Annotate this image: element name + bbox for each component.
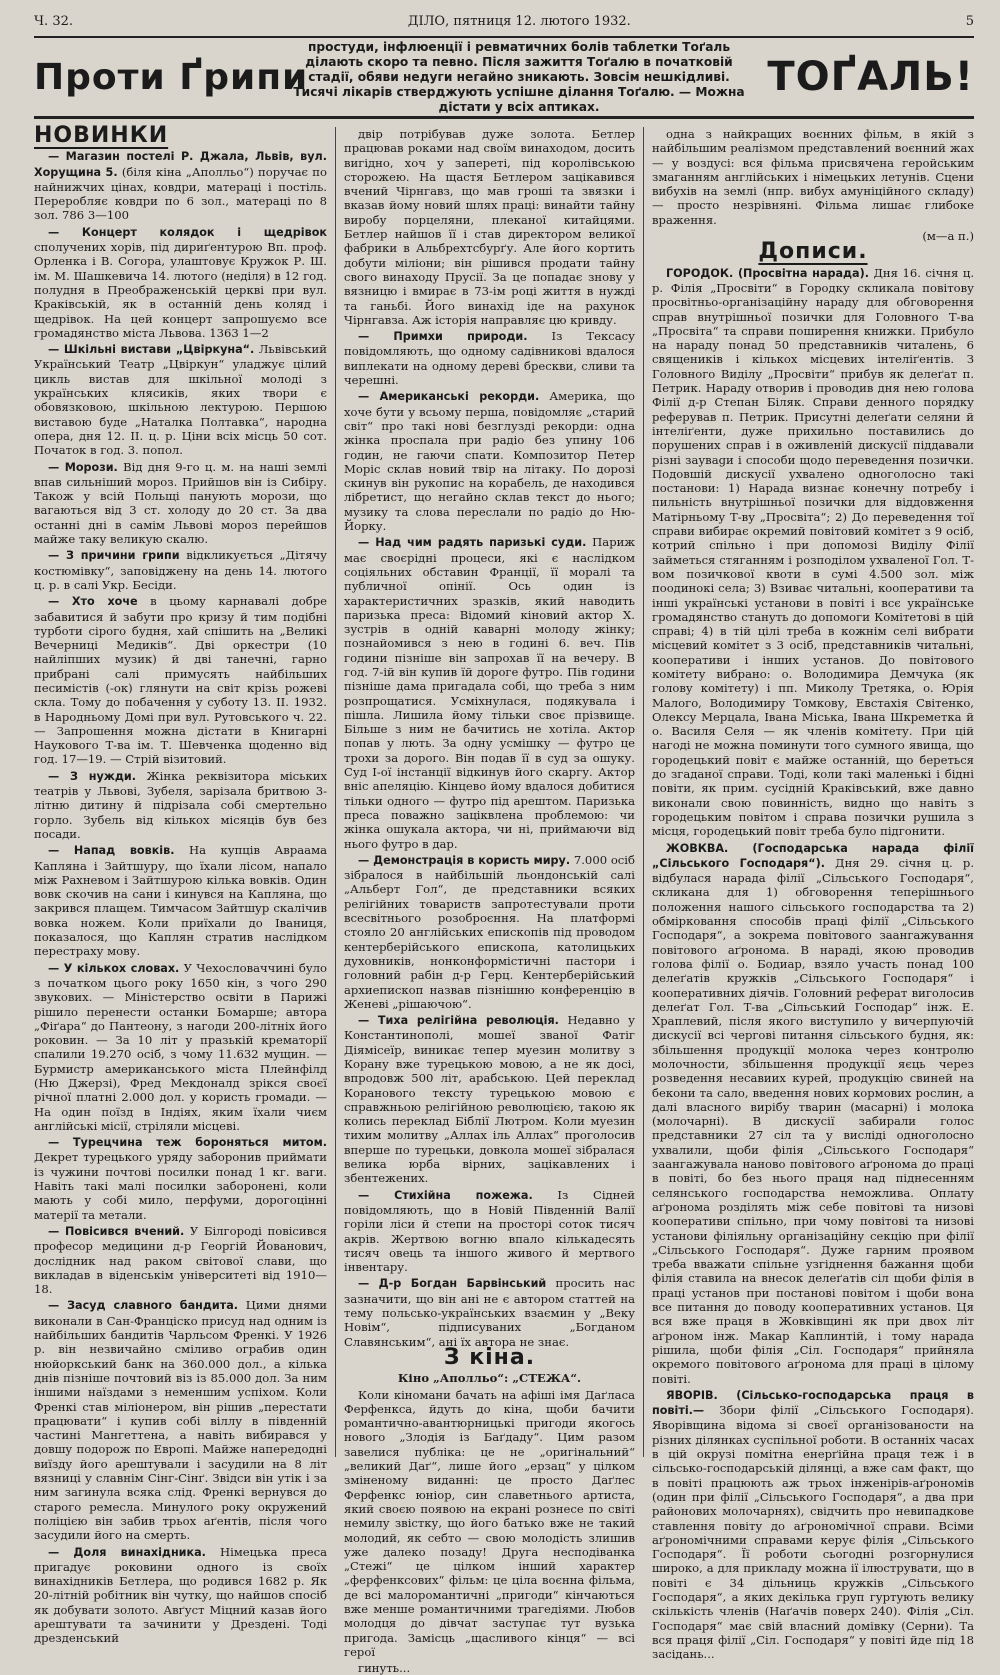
news-item	[344, 329, 635, 387]
news-item	[34, 843, 327, 958]
news-item-title: — Концерт колядок і щедрівок	[48, 225, 327, 239]
review-signature: (м—а п.)	[922, 229, 974, 244]
report-item-text: Дня 29. січня ц. р. відбулася нарада філії „Сільського Господаря“, скликана для 1) обговорення теперішнього положення нашого сільського господарства та 2) обмірковання способів праці філії „Сільського Господаря“, а зокрема повітового заангажування повітового аґронома. В нараді, якою проводив голова філії о. Бодиар, взяло участь понад 100 делеґатів кружків „Сільського Господаря“ і кооперативних діячів. Головний реферат виголосив делеґат Гол. Т-ва „Сільський Господар“ інж. Е. Храплевий, після якого виступило у вичерпуючій дискусії всі чергові питання сільського будня, як: збільшення продукції молока через контролю молочности, збільшення продукції яєць через розведення несавиих курей, продукцію свиней на бекони та сало, введення нових кормових рослин, а далі власного вирібу тварин (масарні) і молока (молочарні). В дискусії забирали голос представники 27 сіл та у висліді одноголосно ухвалили, щоби філія „Сільського Господаря“ заангажувала наново повітового аґронома до праці в повіті, бо без нього праця над піднесенням селянського господарства неможлива. Оплату аґронома розділять між себе повітові та низові кооперативи спільно, при чому повітові та низові установи філіяльну організаційну секцію при філії „Сільського Господаря“. Дуже гарним проявом треба вважати спільне узгіднення бажання щоби філія ставила на внесок делеґатів сіл щоби філія в праці установ при постанові повітом і щоби вона все питання до поводу кооперативних установ. Ця вся вже праця в Жовківщині як при двох літ аґроном інж. Макар Каплинтій, і тому нарада рішила, щоби філія „Сіл. Господаря“ прийняла окремого повітового аґронома для праці в цілому повіті.	[652, 855, 974, 1386]
news-item-title: — З нужди.	[48, 769, 137, 783]
news-item-text: Недавно у Константинополі, мошеї званої Фатіг Діямісеїр, виникає тепер муезин молитву з Корану вже турецькою мовою, а не як досі, впродовж 500 літ, арабською. Цей переклад Коранового тексту турецькою мовою є справжньою релігійною революцією, такою як колись переклад Біблії Лютром. Коли муезин тихим молитву „Аллах іль Аллах“ проголосив впершe по турецьки, довкола мошеї зібралася велика юрба вірних, зацікавлених і збентежених.	[344, 1013, 636, 1186]
masthead-date: ДІЛО, пятниця 12. лютого 1932.	[407, 13, 631, 29]
section-heading-reports: Дописи.	[758, 239, 868, 265]
news-item-title: — Засуд славного бандита.	[48, 1299, 239, 1313]
news-item-title: — Шкільні вистави „Цвіркуна“.	[48, 343, 255, 357]
report-item	[652, 841, 974, 1386]
news-item-title: — Тиха релігійна революція.	[358, 1014, 559, 1028]
ad-brand: ТОҐАЛЬ!	[767, 54, 974, 100]
section-heading-cinema: З кіна.	[443, 1344, 536, 1370]
news-item	[34, 961, 327, 1134]
news-item-text: Декрет турецького уряду заборонив приймати із чужини почтові посилки понад 1 кг. ваги. Навіть такі малі посилки заборонені, коли мають у собі мило, перфуми, дорогоцінні матерії та метали.	[34, 1150, 327, 1222]
column-3	[644, 127, 975, 1662]
news-item-title: — Напад вовків.	[48, 844, 175, 858]
news-item-title: — Американські рекорди.	[358, 390, 540, 404]
news-item-text: Із Сідней повідомляють, що в Новій Південній Валії горіли ліси й степи на просторі соток тисяч акрів. Жертвою вогню впало кількадесять тисяч овець та іншого живого й мертвого інвентару.	[344, 1187, 635, 1275]
news-item-title: — У кількох словах.	[48, 961, 180, 975]
news-item	[34, 769, 327, 841]
news-item	[34, 548, 327, 592]
ad-headline: Проти Ґрипи	[34, 56, 309, 98]
news-item	[344, 1276, 635, 1348]
section-heading-news: НОВИНКИ	[34, 123, 169, 148]
news-item-title: — Демонстрація в користь миру.	[358, 853, 571, 867]
article-columns	[34, 123, 975, 1675]
news-item-title: — Хто хоче	[48, 595, 138, 609]
news-item-title: — Морози.	[48, 460, 118, 474]
news-item-text: У Чехословаччині було з початком цього року 1650 кін, з чого 290 звукових. — Міністерство освіти в Парижі рішило перенести останки Бомарше; автора „Фіґара“ до Пантеону, з нагоди 200-літніх його роковин. — За 10 літ у празькій крематорії спалили 19.270 осіб, з чому 11.632 мущин. — Бурмистр американського міста Плейнфілд (Ню Джерзі), Фред Мекдоналд зрікся своєї річної платні 2.000 дол. у користь громади. — На один поїзд в Індіях, яким їхали чиєм англійські місії, стріляли місцеві.	[34, 960, 327, 1133]
news-item	[344, 1188, 635, 1275]
news-item	[34, 225, 327, 340]
news-item-title: — Д-р Богдан Барвінський	[358, 1277, 547, 1291]
news-item-text: відкликується „Дітячу костюмівку“, заповіджену на день 14. лютого ц. р. в салі Укр. Бесіди.	[34, 548, 328, 592]
news-item-text: На купців Авраама Капляна і Зайтшуру, що їхали лісом, напало між Рахневом і Зайтшурою кілька вовків. Один вовк скочив на сани і кинувся на Капляна, що закривcя плащем. Тимчасом Зайтшур скалічив вовка ножем. Коли приїхали до Іваниця, показалося, що Каплян стратив наслідком перестраху мову.	[34, 843, 327, 959]
news-item-text: У Білгороді повісився професор медицини д-р Георгій Йованович, дослідник над раком світової слави, що викладав в віденськім університеті від 1910—18.	[34, 1223, 327, 1297]
news-item-text: Із Тексасу повідомляють, що одному садівникові вдалося виплекати на одному дереві брескви, сливи та черешні.	[344, 329, 635, 388]
news-item	[34, 594, 327, 767]
cinema-review-tail: гинуть...	[358, 1661, 411, 1675]
report-item	[652, 266, 974, 839]
news-item-text: в цьому карнавалі добре забавитися й забути про кризу й тим подібні турботи сірого будня, хай спішить на „Великі Вечерниці Медиків“. Дві оркестри (10 найліпших музик) й дві танечні, гарно прибрані салі примусять найбільших песимістів (-ок) глянути на світ крізь рожеві скла. Тому до побачення у суботу 13. II. 1932. в Народньому Домі при вул. Рутовського ч. 22. — Запрошення можна дістати в Книгарні Наукового Т-ва ім. Т. Шевченка щоденно від год. 17—19. — Стрій візитовий.	[34, 594, 327, 767]
news-item	[34, 149, 327, 222]
cinema-subheading: Кіно „Аполльо“: „СТЕЖА“.	[397, 1371, 582, 1386]
news-item-title: — Магазин постелі Р. Джала, Львів, вул. Хорущина 5.	[34, 150, 327, 179]
news-item	[34, 1545, 327, 1646]
news-item-title: — Повісився вчений.	[48, 1224, 185, 1238]
report-item-title: ЖОВКВА. (Господарська нарада філії „Сільського Господаря“).	[652, 841, 974, 870]
news-item	[344, 535, 635, 851]
news-item-title: — Турецчина теж бороняться митом.	[48, 1136, 327, 1150]
news-item	[34, 460, 327, 547]
news-item	[34, 342, 327, 457]
news-item-text: (біля кіна „Аполльо“) поручає по найнижчих цінах, ковдри, матераці і постіль. Переробляє ковдри по 6 зол., матераці по 8 зол. 786 3—100	[34, 164, 328, 223]
news-item	[34, 1298, 327, 1542]
news-item	[344, 389, 635, 533]
news-item-text: Львівський Український Театр „Цвіркун“ уладжує цілий цикль вистав для шкільної молоді з українських клясиків, яких твори є обовязковою, шкільною лектурою. Першою виставою буде „Наталка Полтавка“, народна опера, дня 12. II. ц. р. Ціни всіх місць 50 сот. Початок в год. 3. попол.	[34, 342, 327, 458]
news-list	[34, 149, 327, 1645]
news-item-text: 7.000 осіб зібралося в найбільшій льондонській салі „Альберт Гол“, де представники всяких релігійних товариств запротестували проти всесвітнього розоброєння. На платформі стояло 20 англійських епископів під проводом кентерберійського епископа, католицьких духовників, нонконформістичні пастори і головний рабін д-р Герц. Кентерберійський архиепископ назвав пізнішню конференцію в Женеві „рішаючою“.	[344, 852, 635, 1011]
reports-list	[652, 266, 974, 1662]
news-item-text: Америка, що хоче бути у всьому перша, повідомляє „старий світ“ про такі нові безглузді рекорди: одна жінка проспала при радіо без упину 106 годин, не гаючи спати. Композитор Петер Моріс склав новий твір на літаку. По дорозі скинув він рукопис на корабель, де находився лібретист, що негайно склав текст до нього; музику та слова переслали по радіо до Ню-Йорку.	[344, 389, 635, 534]
togal-advertisement	[34, 36, 974, 119]
news-item-title: — Примхи природи.	[358, 330, 528, 344]
report-item-text: Збори філії „Сільського Господаря). Яворівщина відома зі своєї організованости на різних ділянках суспільної роботи. В останніх часах в цій окрузі помітна енерґійна праця теж і в сільсько-господарській ділянці, а вже сам факт, що в повіті працюють аж трьох інженірів-аґрономів (один при філії „Сільського Господаря“, а два при районових молочарнях), свідчить про невипадкове ставлення повіту до аґрономічної справи. Всіми аґрономічними справами керує філія „Сільського Господаря“. Її роботи сьогодні розгорнулися широко, а для прикладу можна ії ілюструвати, що в повіті є 34 дільниць кружків „Сільського Господаря“, а яких декілька груп гуртують велику скількість членів (Наґачів поверх 240). Філія „Сіл. Господаря“ має свій власний домівку (Серни). Та вся праця філії „Сіл. Господаря“ у повіті йде під 18 засідань...	[652, 1403, 974, 1662]
news-list-continued	[344, 329, 635, 1349]
news-item-text: сполучених хорів, під дириґентурою Вп. проф. Орленка і В. Согора, улаштовує Кружок Р. Ш. ім. М. Шашкевича 14. лютого (неділя) в 12 год. полудня в Преображенській церкві при вул. Краківській, як в останній день коляд і щедрівок. На цей концерт запрошуємо все громадянство міста Львова. 1363 1—2	[34, 240, 327, 340]
news-item	[344, 853, 635, 1011]
page-number: 5	[965, 13, 974, 29]
report-item-text: Дня 16. січня ц. р. Філія „Просвіти“ в Городку скликала повітову просвітньо-організаційну нараду для обговорення справ внутрішньої позички для Головного Т-ва „Просвіта“ та справи поширення книжки. Прибуло на нараду понад 50 представників читалень, 6 священиків і кількох місцевих інтеліґентів. З Головного Виділу „Просвіти“ прибув як делеґат п. Петрик. Нараду отворив і проводив дня нею голова Філії д-р Степан Біляк. Справи денного порядку реферував п. Петрик. Присутні делеґати селяни й інтеліґенти, дуже прихильно поставились до порушених справ і в оживленій дискусії піддавали різні заувagи і способи щодо переведення позички. Подовшій дискусії ухвалено одноголосно такі постанови: 1) Нарада визнає конечну потребу і пильність внутрішньої позички для віддовження Матірньому Т-ву „Просвіта“; 2) До переведення тої справи вибирає окремий повітовий комітет з 9 осіб, котрий спільно і при допомозі Виділу Філії займеться стяганням і розподілом ухваленої Гол. Т-вом позичкової квоти в сумі 4.500 зол. між поодинокі села; 3) Взиває читальні, кооперативи та інші українські установи в повіті і всє українське громадянство стануть до допомоги Комітетові в цій справі; 4) в тій цілі треба в кожнім селі вибрати місцевий комітет з 3 осіб, представників читальні, кооперативи і інших установ. До повітового комітету вибрано: о. Володимира Демчука (як голову комітету) і пп. Миколу Третяка, о. Юрія Малого, Володимиру Томкову, Евстахія Світенко, Олексу Мерцала, Івана Міська, Івана Шкреметка й о. Василя Селя — як членів комітету. При цій нагоді не можна поминути того сумного явища, що городецький повіт є майже останній, що береться до згаданої справи. Тоді, коли такі маленькі і бідні повіти, як прим. сусідній Краківський, вже давно виконали свою повинність, видно що навіть з городецьким повітом і справа позички рушила з місця, городецький повіт треба було підгонити.	[652, 265, 975, 839]
news-item-text: Цими днями виконали в Сан-Франціско присуд над одним із найбільших бандитів Чарльсом Френкі. У 1926 р. він незвичайно сміливо ограбив один нюйоркський банк на 360.000 дол., а кілька днів пізніше почтовий віз із 85.000 дол. За ним іншими наїздами з неменшим успіхом. Коли Френкі став міліонером, він рішив „перестати працювати“ і купив собі віллу в південній частині Мангеттена, а навіть вибирався у довшу подорож по Европі. Майже напередодні виїзду його арештували і засудили на 8 літ вязниці у славнім Сінг-Сінґ. Звідси він утік і за ним загинула всяка слід. Френкі вернувся до старого ремесла. Минулого року окружений поліцією він забив трьох аґентів, після чого засудили його на смерть.	[34, 1298, 327, 1543]
cinema-review: Коли кіномани бачать на афіші імя Даґласа Ферфенкса, йдуть до кіна, щоби бачити романтично-авантюрницькі пригоди якогось нового „Злодія із Баґдаду“. Цим разом завелися публіка: це не „оригінальний“ „великий Даґ“, лише його „ерзац“ у цілком зміненому виданні: це просто Даґлес Ферфенкс юніор, син славетнього артиста, який своєю появою на екрані рознесе по світі немилу звістку, що його батько вже не такий молодий, як себто — свою молодість злишив уже далеко позаду! Друга несподіванка „Стежі“ це цілком інший характер „ферфенксових“ фільм: це ціла воєнна фільма, де всі малоромантичні „пригоди“ кінчаються вже менше романтичними трагедіями. Любов молодця до дівчат заступає тут вузька пригода. Замісць „щасливого кінця“ — всі герої	[344, 1387, 635, 1659]
news-item-text: Німецька преса пригадує роковини одного із своїх винахідників Бетлера, що родився 1682 р. Як 20-літній робітник він чутку, що найшов спосіб як добувати золото. Авґуст Міцний казав його арештувати та зачинити у Дрездені. Тоді дрезденський	[34, 1544, 328, 1646]
news-item	[34, 1224, 327, 1296]
news-item-text: Париж має своєрідні процеси, які є наслідком соціяльних обставин Франції, її моралі та публичної опінії. Ось один із характеристичних зразків, який наводить паризька преса: Відомий кіновий актор Х. зустрів в одній каварні молоду жінку; познайомився з нею в годині 6. веч. Пів години пізніше він запрохав її на вечеру. В год. 7-ій він купив їй дороге футро. Пів години пізніше дама пригадала собі, що треба з ним розпрощатися. Усміхнулася, подякувала і пішла. Лишила йому тільки своє прізвище. Більше з ним не бачитись не хотіла. Актор попав у лють. За одну усмішку — футро це трохи за дорого. Він подав її в суд за ошуку. Суд І-ої інстанції відкинув його скаргу. Актор вніс апеляцію. Кінцево йому вдалося добитися тільки одного — футро під арештом. Паризька преса поважно заціквлена проблемою: чи жінка ошукала актора, чи ні, приймаючи від нього футро в дар.	[344, 535, 636, 851]
cinema-review-continued: одна з найкращих воєнних фільм, в якій з найбільшим реалізмом представлений воєнний жах — у воздусі: вся фільма присвячена геройським змаганням англійських і німецьких летунів. Сцени вибухів на землі (нпр. вибух амуніційного складу) — просто незрівняні. Фільма лишає глибоке враження.	[652, 127, 974, 227]
news-item-title: — Над чим радять паризькі суди.	[358, 536, 587, 550]
news-item-text: Жінка реквізитора міських театрів у Львові, Зубеля, зарізала бритвою 3-літню дитину й підрізала собі смертельно горло. Зубель від кількох місяців був без посади.	[34, 768, 327, 841]
news-item-text: Від дня 9-го ц. м. на наші землі впав сильніший мороз. Прийшов він із Сибіру. Також у всій Польщі панують морози, що вагаються від 3 ст. холоду до 20 ст. За два останні дні в самім Львові мороз перейшов майже таку великую скалю.	[34, 459, 328, 547]
continued-text: двір потрібував дуже золота. Бетлер працював роками над своїм винаходом, досить вигідно, хоч у запереті, під королівською сторожею. На щастя Бетлером зацікавився вчений Чірнгавз, що мав гроші та звязки і вказав йому новий шлях праці: винайти тайну виробу порцеляни, плеканої китайцями. Бетлер найшов її і став директором великої фабрики в Альбрехтсбурґу. Але його кортить добути міліони; він рішився продати тайну свого винаходу Прусії. За це попадає знову у вязницю і вмирає в 73-ім році життя в нужді та ганьбі. Його винахід іде на рахунок Чірнгавза. Аж історія направляє цю кривду.	[344, 127, 635, 327]
running-header	[34, 12, 974, 30]
column-1	[34, 123, 336, 1646]
report-item-title: ЯВОРІВ. (Сільсько-господарська праця в повіті.—	[652, 1388, 974, 1418]
report-item-title: ГОРОДОК. (Просвітна нарада).	[666, 266, 869, 280]
column-2	[336, 127, 644, 1675]
news-item	[34, 1135, 327, 1222]
ad-body: простуди, інфлюенції і ревматичних болів таблетки Тоґаль ділають скоро та певно. Після зажиття Тоґалю в початковій стадії, обяви недуги негайно зникають. Зовсім нешкідливі. Тисячі лікарів стверджують успішне ділання Тоґалю. — Можна дістати у всіх аптиках.	[293, 39, 745, 114]
news-item-title: — Стихійна пожежа.	[358, 1188, 533, 1202]
news-item-title: — Доля винахідника.	[48, 1545, 206, 1559]
report-item	[652, 1388, 974, 1662]
issue-number: Ч. 32.	[34, 13, 73, 29]
news-item	[344, 1013, 635, 1186]
news-item-text: просить нас зазначити, що він ані не є автором статтей на тему польсько-українських взаємин у „Веку Новім“, підписуваних „Богданом Славянським“, ані їх автора не знає.	[344, 1276, 635, 1349]
news-item-title: — З причини грипи	[48, 549, 180, 563]
